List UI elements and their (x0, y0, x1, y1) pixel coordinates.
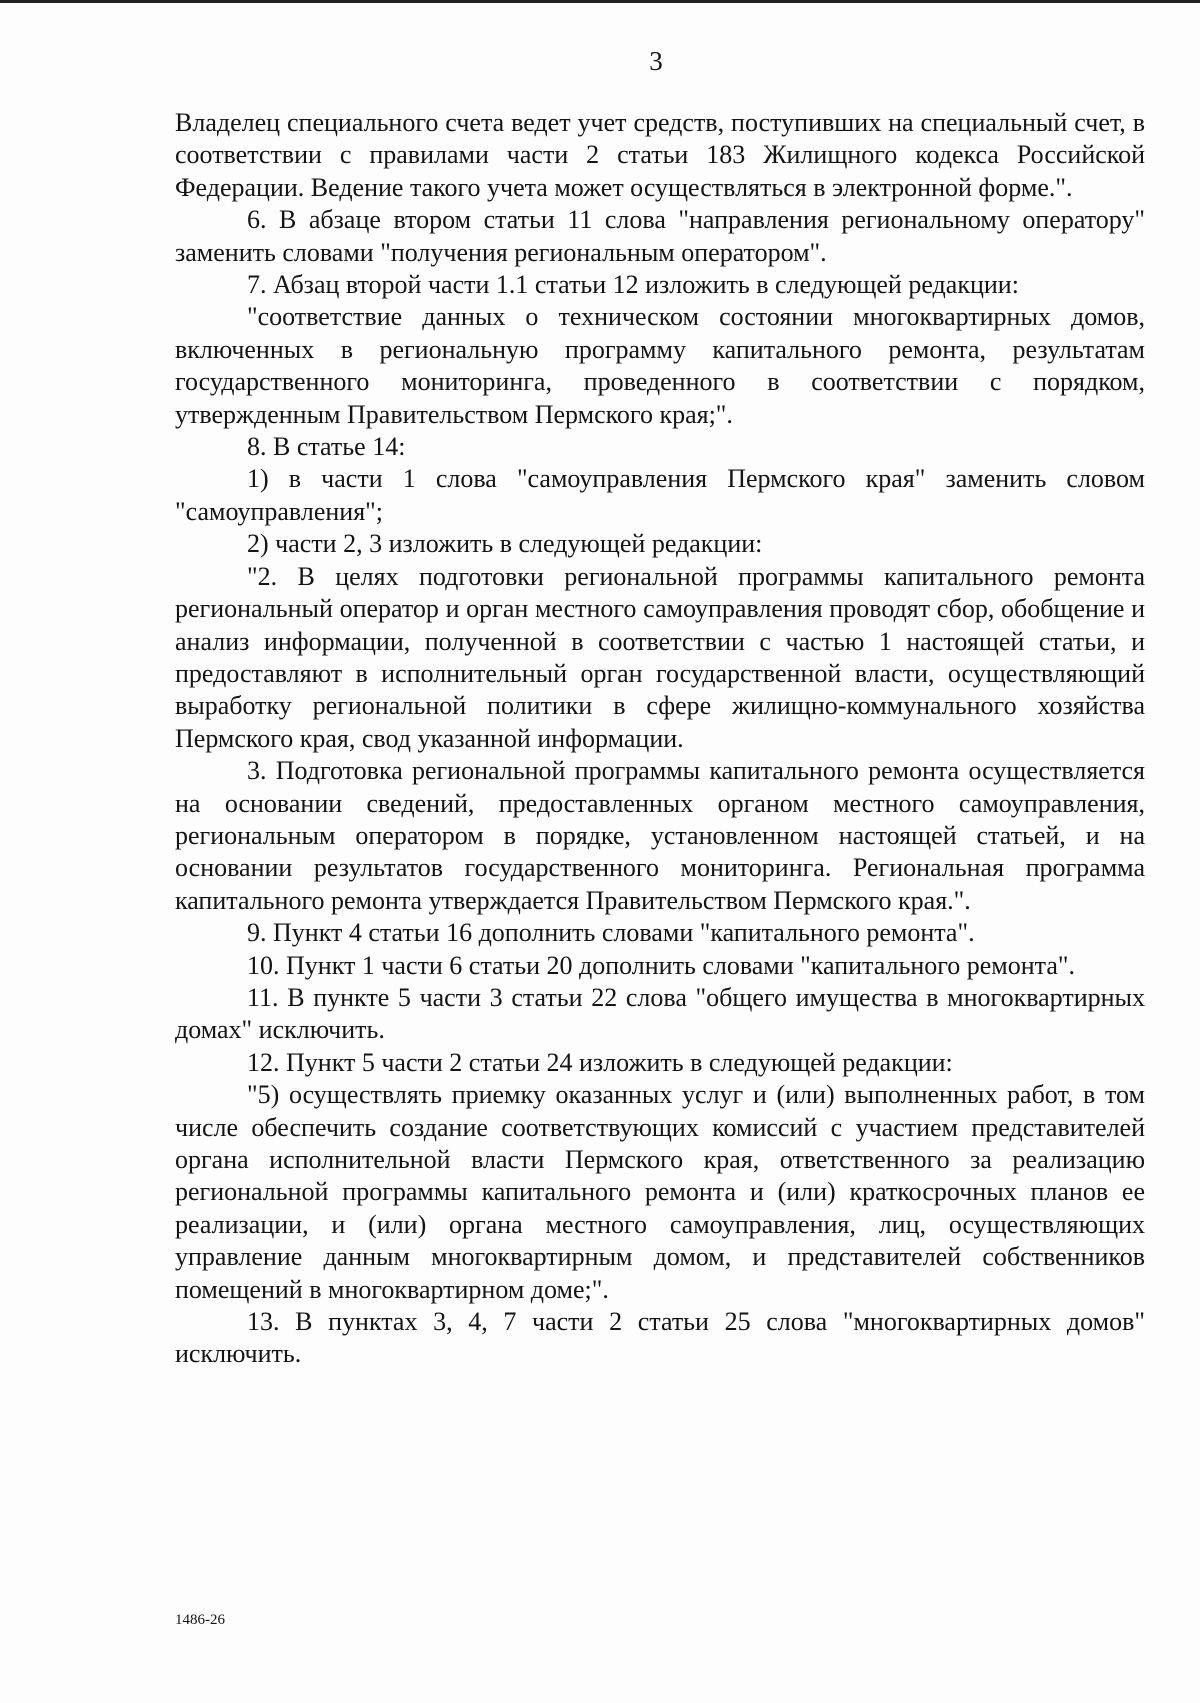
paragraph-item-12: 12. Пункт 5 части 2 статьи 24 изложить в следующей редакции: (247, 1047, 953, 1077)
paragraph-item-7-text: "соответствие данных о техническом состоянии многоквартирных домов, включенных в региональную программу капитального ремонта, результатам государственного мониторинга, проведенного в соответствии с порядком, утвержденным Правительством Пермского края;". (175, 302, 1145, 429)
paragraph-part-2-text: "2. В целях подготовки региональной программы капитального ремонта региональный оператор и орган местного самоуправления проводят сбор, обобщение и анализ информации, полученной в соответствии с частью 1 настоящей статьи, и предоставляют в исполнительный орган государственной власти, осуществляющий выработку региональной политики в сфере жилищно-коммунального хозяйства Пермского края, свод указанной информации. (175, 561, 1145, 753)
document-body (175, 107, 1145, 1371)
paragraph-part-3-text: 3. Подготовка региональной программы капитального ремонта осуществляется на основании сведений, предоставленных органом местного самоуправления, региональным оператором в порядке, установленном настоящей статьей, и на основании результатов государственного мониторинга. Региональная программа капитального ремонта утверждается Правительством Пермского края.". (175, 756, 1145, 915)
paragraph-item-8-sub-2: 2) части 2, 3 изложить в следующей редакции: (247, 529, 763, 559)
page-number: 3 (649, 46, 663, 76)
paragraph-special-account: Владелец специального счета ведет учет средств, поступивших на специальный счет, в соответствии с правилами части 2 статьи 183 Жилищного кодекса Российской Федерации. Ведение такого учета может осуществляться в электронной форме.". (175, 108, 1145, 202)
paragraph-item-13: 13. В пунктах 3, 4, 7 части 2 статьи 25 слова "многоквартирных домов" исключить. (175, 1307, 1145, 1369)
paragraph-item-7: 7. Абзац второй части 1.1 статьи 12 изложить в следующей редакции: (247, 270, 1019, 300)
paragraph-item-6: 6. В абзаце втором статьи 11 слова "направления региональному оператору" заменить словами "получения региональным оператором". (175, 205, 1145, 267)
paragraph-item-11: 11. В пункте 5 части 3 статьи 22 слова "общего имущества в многоквартирных домах" исключить. (175, 982, 1145, 1045)
document-code: 1486-26 (175, 1612, 225, 1628)
paragraph-item-10: 10. Пункт 1 части 6 статьи 20 дополнить словами "капитального ремонта". (247, 950, 1076, 980)
paragraph-item-8: 8. В статье 14: (247, 432, 406, 462)
paragraph-item-9: 9. Пункт 4 статьи 16 дополнить словами "капитального ремонта". (247, 918, 975, 948)
paragraph-item-8-sub-1: 1) в части 1 слова "самоуправления Пермского края" заменить словом "самоуправления"; (175, 464, 1145, 526)
paragraph-item-12-text: "5) осуществлять приемку оказанных услуг и (или) выполненных работ, в том числе обеспечить создание соответствующих комиссий с участием представителей органа исполнительной власти Пермского края, ответственного за реализацию региональной программы капитального ремонта и (или) краткосрочных планов ее реализации, и (или) органа местного самоуправления, лиц, осуществляющих управление данным многоквартирным домом, и представителей собственников помещений в многоквартирном доме;". (175, 1080, 1145, 1304)
